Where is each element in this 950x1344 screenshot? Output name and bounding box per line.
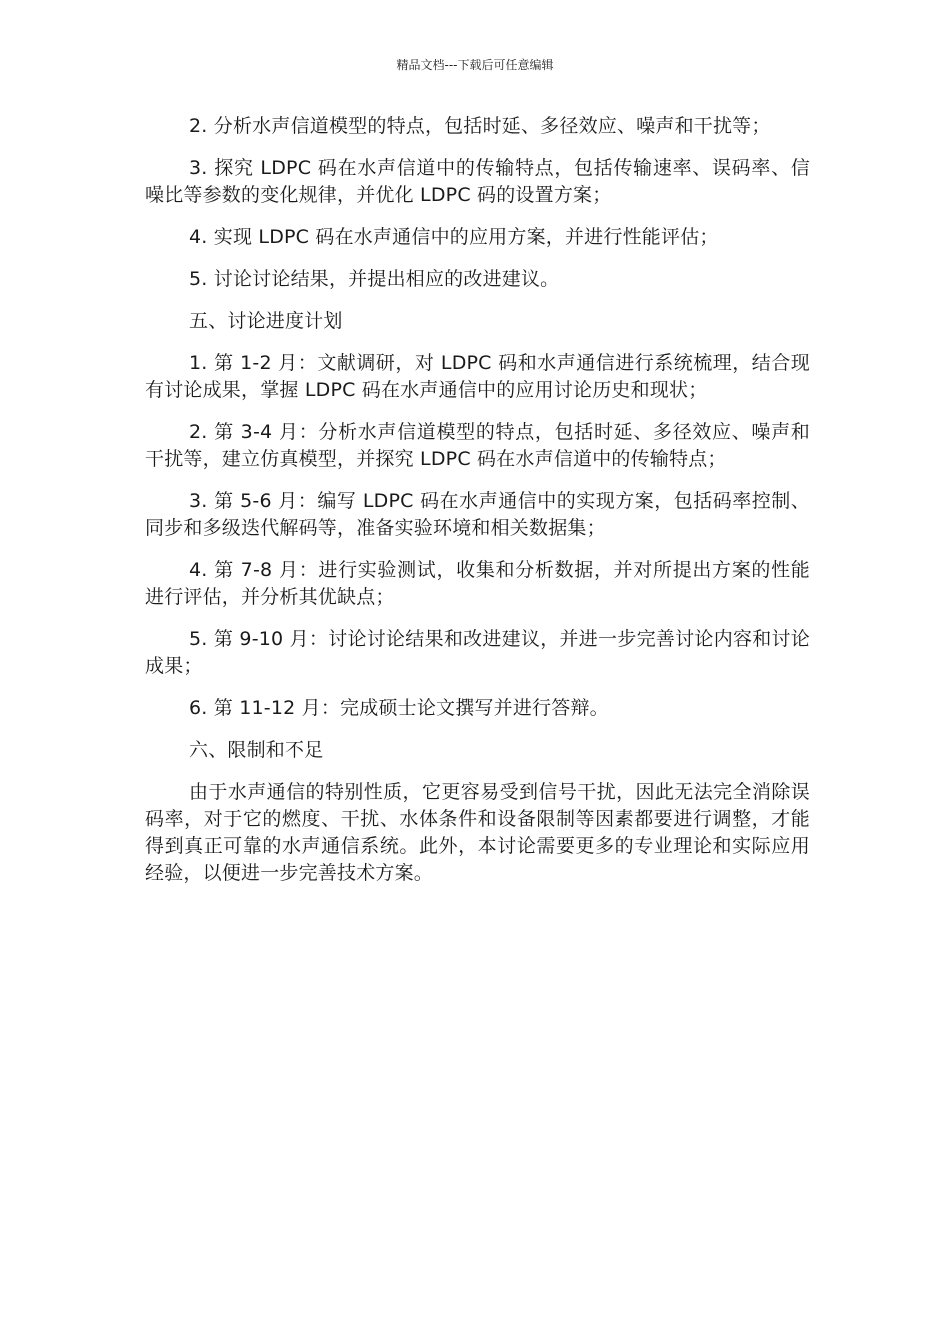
- paragraph-item-4-application: 4. 实现 LDPC 码在水声通信中的应用方案，并进行性能评估；: [189, 226, 719, 248]
- schedule-item-5: 5. 第 9-10 月：讨论讨论结果和改进建议，并进一步完善讨论内容和讨论成果；: [145, 628, 810, 677]
- schedule-item-1: 1. 第 1-2 月：文献调研，对 LDPC 码和水声通信进行系统梳理，结合现有讨论成果，掌握 LDPC 码在水声通信中的应用讨论历史和现状；: [145, 352, 810, 401]
- document-body: [145, 113, 810, 902]
- page-header: 精品文档---下载后可任意编辑: [396, 58, 554, 72]
- section-heading-schedule: 五、讨论进度计划: [189, 310, 343, 332]
- paragraph-item-5-discussion: 5. 讨论讨论结果，并提出相应的改进建议。: [189, 268, 560, 290]
- schedule-item-4: 4. 第 7-8 月：进行实验测试，收集和分析数据，并对所提出方案的性能进行评估，并分析其优缺点；: [145, 559, 810, 608]
- section-heading-limitations: 六、限制和不足: [189, 739, 324, 761]
- limitations-paragraph: 由于水声通信的特别性质，它更容易受到信号干扰，因此无法完全消除误码率，对于它的燃度、干扰、水体条件和设备限制等因素都要进行调整，才能得到真正可靠的水声通信系统。此外，本讨论需要更多的专业理论和实际应用经验，以便进一步完善技术方案。: [145, 781, 810, 884]
- schedule-item-2: 2. 第 3-4 月：分析水声信道模型的特点，包括时延、多径效应、噪声和干扰等，建立仿真模型，并探究 LDPC 码在水声信道中的传输特点；: [145, 421, 810, 470]
- paragraph-item-2-channel-model: 2. 分析水声信道模型的特点，包括时延、多径效应、噪声和干扰等；: [189, 115, 771, 137]
- schedule-item-3: 3. 第 5-6 月：编写 LDPC 码在水声通信中的实现方案，包括码率控制、同步和多级迭代解码等，准备实验环境和相关数据集；: [145, 490, 810, 539]
- schedule-item-6: 6. 第 11-12 月：完成硕士论文撰写并进行答辩。: [189, 697, 609, 719]
- paragraph-item-3-ldpc-transmission: 3. 探究 LDPC 码在水声信道中的传输特点，包括传输速率、误码率、信噪比等参数的变化规律，并优化 LDPC 码的设置方案；: [145, 157, 810, 206]
